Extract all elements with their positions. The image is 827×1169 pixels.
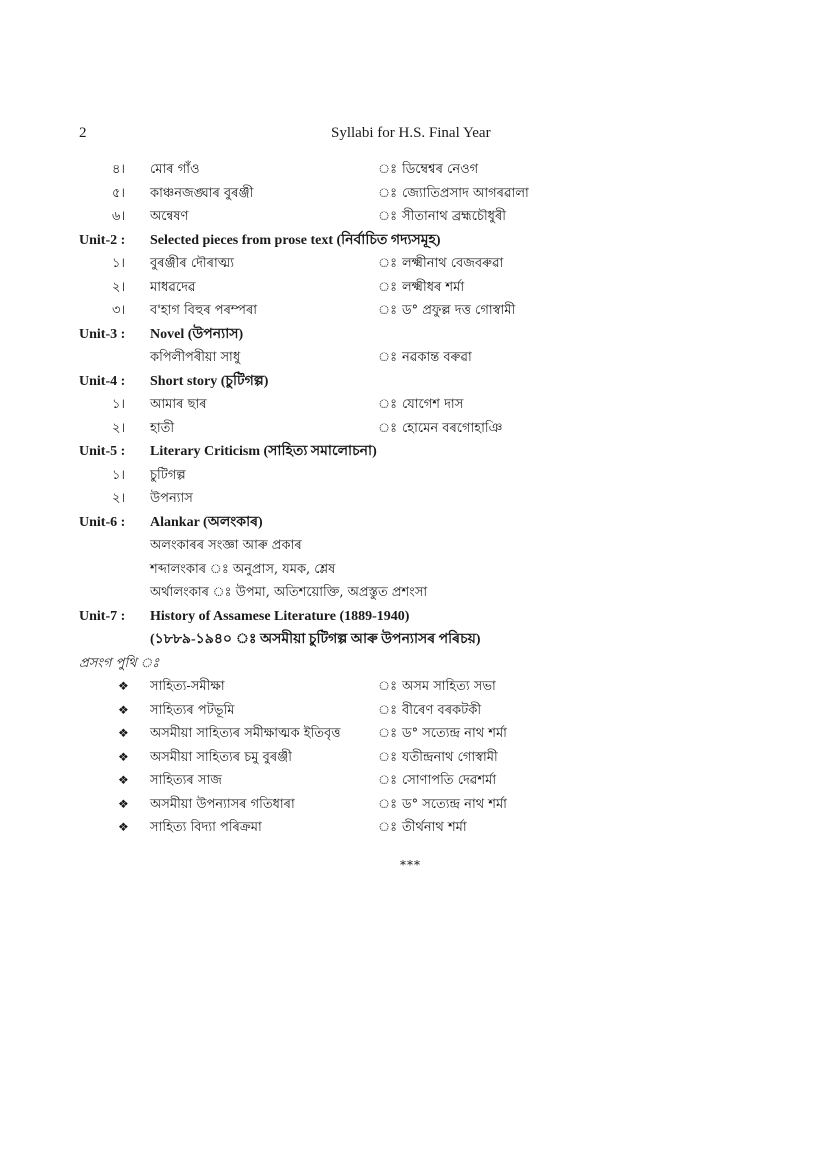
unit-2-heading xyxy=(0,229,827,253)
bullet-icon: ❖ xyxy=(118,749,129,764)
reference-title: সাহিত্যৰ সাজ xyxy=(150,773,222,788)
list-item xyxy=(0,487,827,511)
unit-title: Literary Criticism (সাহিত্য সমালোচনা) xyxy=(150,444,377,459)
references-heading: প্ৰসংগ পুথি ঃ xyxy=(79,655,160,671)
list-item xyxy=(0,417,827,441)
unit-label: Unit-4 : xyxy=(79,373,126,389)
item-separator: ঃ xyxy=(378,702,398,718)
list-item xyxy=(0,182,827,206)
unit-6-line: অৰ্থালংকাৰ ঃ উপমা, অতিশয়োক্তি, অপ্ৰস্তুত প্ৰশংসা xyxy=(150,585,428,600)
unit-title: Short story (চুটিগল্প) xyxy=(150,373,269,389)
item-author: জ্যোতিপ্ৰসাদ আগৰৱালা xyxy=(402,185,529,201)
item-separator: ঃ xyxy=(378,420,398,436)
unit-7-subtitle-row xyxy=(0,628,827,652)
bullet-icon: ❖ xyxy=(118,679,129,693)
reference-item xyxy=(0,793,827,817)
reference-item xyxy=(0,769,827,793)
item-separator: ঃ xyxy=(378,303,398,318)
item-separator: ঃ xyxy=(378,820,398,835)
reference-item xyxy=(0,816,827,840)
item-number: ১। xyxy=(112,467,126,483)
page-header xyxy=(79,125,499,145)
bullet-icon: ❖ xyxy=(118,726,129,740)
reference-title: অসমীয়া উপন্যাসৰ গতিধাৰা xyxy=(150,796,295,812)
item-separator: ঃ xyxy=(378,162,398,177)
unit-label: Unit-5 : xyxy=(79,444,126,459)
page-number: 2 xyxy=(79,125,87,141)
unit-title: Novel (উপন্যাস) xyxy=(150,326,244,342)
item-separator: ঃ xyxy=(378,185,398,201)
text-line xyxy=(0,534,827,558)
item-number: ১। xyxy=(112,397,126,412)
item-title: উপন্যাস xyxy=(150,491,193,506)
item-separator: ঃ xyxy=(378,749,398,765)
item-number: ৬। xyxy=(112,209,126,224)
unit-label: Unit-7 : xyxy=(79,608,126,624)
item-title: মোৰ গাঁও xyxy=(150,162,200,177)
reference-author: ড° সত্যেন্দ্ৰ নাথ শৰ্মা xyxy=(402,796,507,812)
reference-title: সাহিত্য-সমীক্ষা xyxy=(150,679,225,694)
reference-author: যতীন্দ্ৰনাথ গোস্বামী xyxy=(402,749,498,765)
item-author: যোগেশ দাস xyxy=(402,397,464,412)
reference-item xyxy=(0,699,827,723)
reference-author: সোণাপতি দেৱশৰ্মা xyxy=(402,773,497,788)
item-author: ড° প্ৰফুল্ল দত্ত গোস্বামী xyxy=(402,303,516,318)
item-number: ২। xyxy=(112,491,126,506)
item-number: ২। xyxy=(112,420,126,436)
end-mark-row xyxy=(0,854,827,878)
unit-5-heading xyxy=(0,440,827,464)
reference-author: বীৰেণ বৰকটকী xyxy=(402,702,482,718)
reference-title: অসমীয়া সাহিত্যৰ সমীক্ষাত্মক ইতিবৃত্ত xyxy=(150,726,341,741)
item-title: মাধৱদেৱ xyxy=(150,279,196,295)
item-author: লক্ষ্মীনাথ বেজবৰুৱা xyxy=(402,256,504,271)
item-number: ২। xyxy=(112,279,126,295)
item-title: বুৰঞ্জীৰ দৌৰাত্ম্য xyxy=(150,256,235,271)
unit-label: Unit-3 : xyxy=(79,326,126,342)
list-item xyxy=(0,393,827,417)
reference-author: ড° সত্যেন্দ্ৰ নাথ শৰ্মা xyxy=(402,726,507,741)
item-separator: ঃ xyxy=(378,773,398,788)
unit-label: Unit-2 : xyxy=(79,232,126,248)
list-item xyxy=(0,205,827,229)
list-item xyxy=(0,299,827,323)
reference-title: সাহিত্য বিদ্যা পৰিক্ৰমা xyxy=(150,820,262,835)
item-separator: ঃ xyxy=(378,796,398,812)
list-item xyxy=(0,346,827,370)
end-mark: *** xyxy=(400,857,421,872)
unit-4-heading xyxy=(0,370,827,394)
reference-title: সাহিত্যৰ পটভূমি xyxy=(150,702,235,718)
references-heading-row xyxy=(0,652,827,676)
item-title: ব'হাগ বিহুৰ পৰম্পৰা xyxy=(150,303,258,318)
text-line xyxy=(0,558,827,582)
syllabus-content xyxy=(0,158,827,877)
item-title: অন্বেষণ xyxy=(150,209,189,224)
bullet-icon: ❖ xyxy=(118,796,129,811)
item-author: লক্ষ্মীধৰ শৰ্মা xyxy=(402,279,465,295)
unit-title: Selected pieces from prose text (নিৰ্বাচিত গদ্যসমূহ) xyxy=(150,232,441,248)
item-separator: ঃ xyxy=(378,256,398,271)
reference-title: অসমীয়া সাহিত্যৰ চমু বুৰঞ্জী xyxy=(150,749,292,765)
list-item xyxy=(0,158,827,182)
item-separator: ঃ xyxy=(378,209,398,224)
item-author: ডিম্বেশ্বৰ নেওগ xyxy=(402,162,479,177)
item-author: নৱকান্ত বৰুৱা xyxy=(402,350,472,365)
unit-title: Alankar (অলংকাৰ) xyxy=(150,514,263,530)
item-separator: ঃ xyxy=(378,397,398,412)
unit-6-line: অলংকাৰৰ সংজ্ঞা আৰু প্ৰকাৰ xyxy=(150,538,302,553)
unit-3-heading xyxy=(0,323,827,347)
list-item xyxy=(0,276,827,300)
bullet-icon: ❖ xyxy=(118,773,129,787)
bullet-icon: ❖ xyxy=(118,702,129,717)
item-title: কপিলীপৰীয়া সাধু xyxy=(150,350,241,365)
item-title: আমাৰ ছাৰ xyxy=(150,397,207,412)
page-title: Syllabi for H.S. Final Year xyxy=(331,125,491,141)
item-author: সীতানাথ ব্ৰহ্মচৌধুৰী xyxy=(402,209,507,224)
list-item xyxy=(0,464,827,488)
item-author: হোমেন বৰগোহাঞি xyxy=(402,420,503,436)
item-separator: ঃ xyxy=(378,726,398,741)
item-number: ৪। xyxy=(112,162,126,177)
item-number: ৩। xyxy=(112,303,126,318)
item-separator: ঃ xyxy=(378,679,398,694)
unit-6-heading xyxy=(0,511,827,535)
item-title: কাঞ্চনজঙ্ঘাৰ বুৰঞ্জী xyxy=(150,185,254,201)
reference-author: অসম সাহিত্য সভা xyxy=(402,679,496,694)
item-title: হাতী xyxy=(150,420,175,436)
unit-6-line: শব্দালংকাৰ ঃ অনুপ্ৰাস, যমক, শ্লেষ xyxy=(150,561,336,577)
unit-7-heading xyxy=(0,605,827,629)
item-separator: ঃ xyxy=(378,279,398,295)
unit-subtitle: (১৮৮৯-১৯৪০ ঃ অসমীয়া চুটিগল্প আৰু উপন্যাসৰ পৰিচয়) xyxy=(150,632,481,647)
bullet-icon: ❖ xyxy=(118,820,129,834)
reference-item xyxy=(0,722,827,746)
reference-item xyxy=(0,746,827,770)
item-number: ১। xyxy=(112,256,126,271)
item-separator: ঃ xyxy=(378,350,398,365)
item-number: ৫। xyxy=(112,185,126,201)
text-line xyxy=(0,581,827,605)
unit-label: Unit-6 : xyxy=(79,514,126,530)
item-title: চুটিগল্প xyxy=(150,467,186,483)
reference-author: তীৰ্থনাথ শৰ্মা xyxy=(402,820,467,835)
reference-item xyxy=(0,675,827,699)
unit-title: History of Assamese Literature (1889-1940) xyxy=(150,608,410,624)
list-item xyxy=(0,252,827,276)
